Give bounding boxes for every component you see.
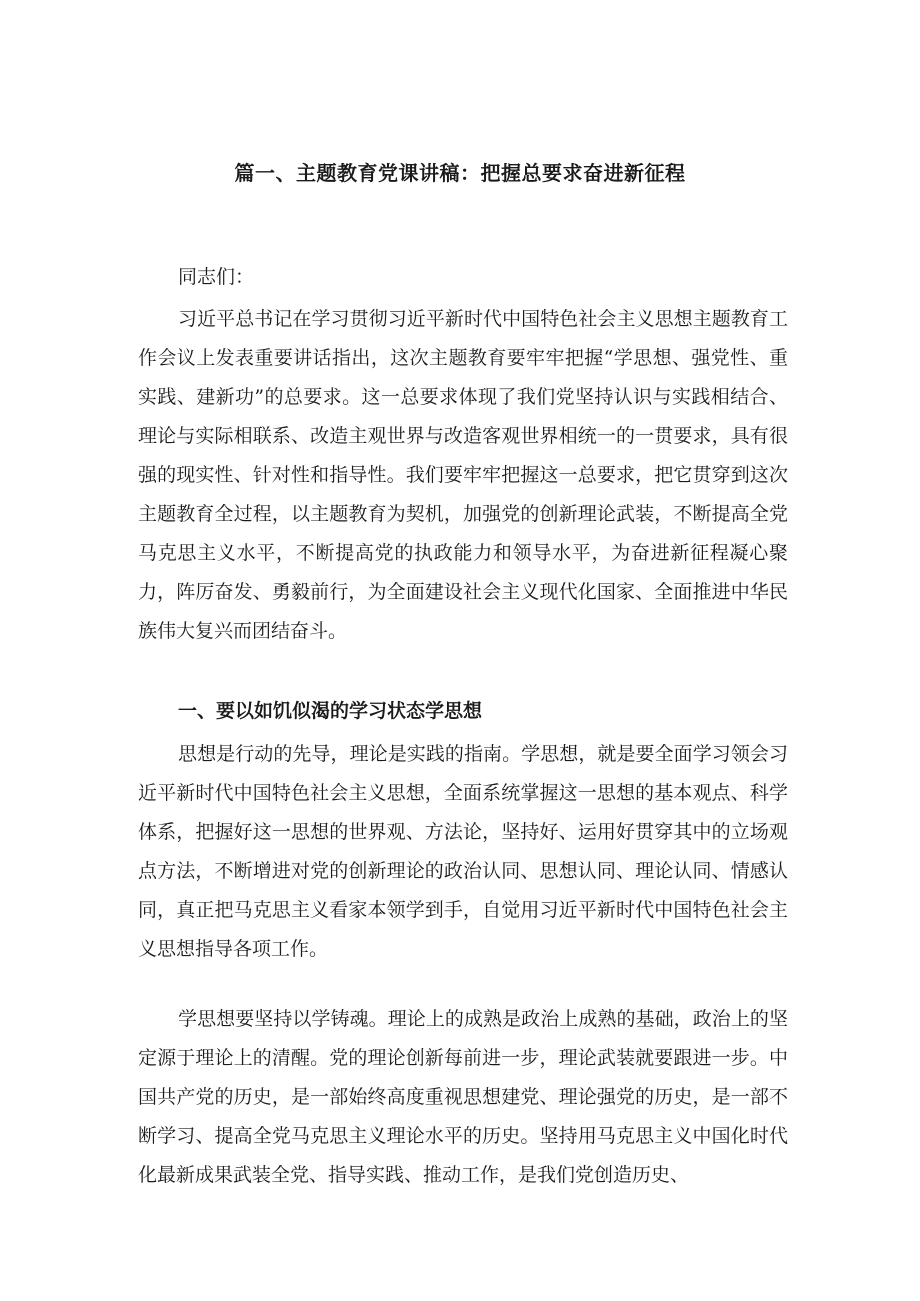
document-title: 篇一、主题教育党课讲稿：把握总要求奋进新征程 bbox=[234, 161, 686, 185]
section-heading: 一、要以如饥似渴的学习状态学思想 bbox=[178, 700, 483, 722]
paragraph-intro: 习近平总书记在学习贯彻习近平新时代中国特色社会主义思想主题教育工作会议上发表重要讲话指出，这次主题教育要牢牢把握“学思想、强党性、重实践、建新功”的总要求。这一总要求体现了我们党坚持认识与实践相结合、理论与实际相联系、改造主观世界与改造客观世界相统一的一贯要求，具有很强的现实性、针对性和指导性。我们要牢牢把握这一总要求，把它贯穿到这次主题教育全过程，以主题教育为契机，加强党的创新理论武装，不断提高全党马克思主义水平，不断提高党的执政能力和领导水平，为奋进新征程凝心聚力，阵厉奋发、勇毅前行，为全面建设社会主义现代化国家、全面推进中华民族伟大复兴而团结奋斗。 bbox=[138, 308, 788, 642]
paragraph-section-1: 思想是行动的先导，理论是实践的指南。学思想，就是要全面学习领会习近平新时代中国特色社会主义思想，全面系统掌握这一思想的基本观点、科学体系，把握好这一思想的世界观、方法论，坚持好、运用好贯穿其中的立场观点方法，不断增进对党的创新理论的政治认同、思想认同、理论认同、情感认同，真正把马克思主义看家本领学到手，自觉用习近平新时代中国特色社会主义思想指导各项工作。 bbox=[138, 743, 788, 960]
salutation: 同志们： bbox=[178, 266, 255, 288]
paragraph-section-1-continued: 学思想要坚持以学铸魂。理论上的成熟是政治上成熟的基础，政治上的坚定源于理论上的清醒。党的理论创新每前进一步，理论武装就要跟进一步。中国共产党的历史，是一部始终高度重视思想建党、理论强党的历史，是一部不断学习、提高全党马克思主义理论水平的历史。坚持用马克思主义中国化时代化最新成果武装全党、指导实践、推动工作，是我们党创造历史、 bbox=[138, 1008, 788, 1186]
